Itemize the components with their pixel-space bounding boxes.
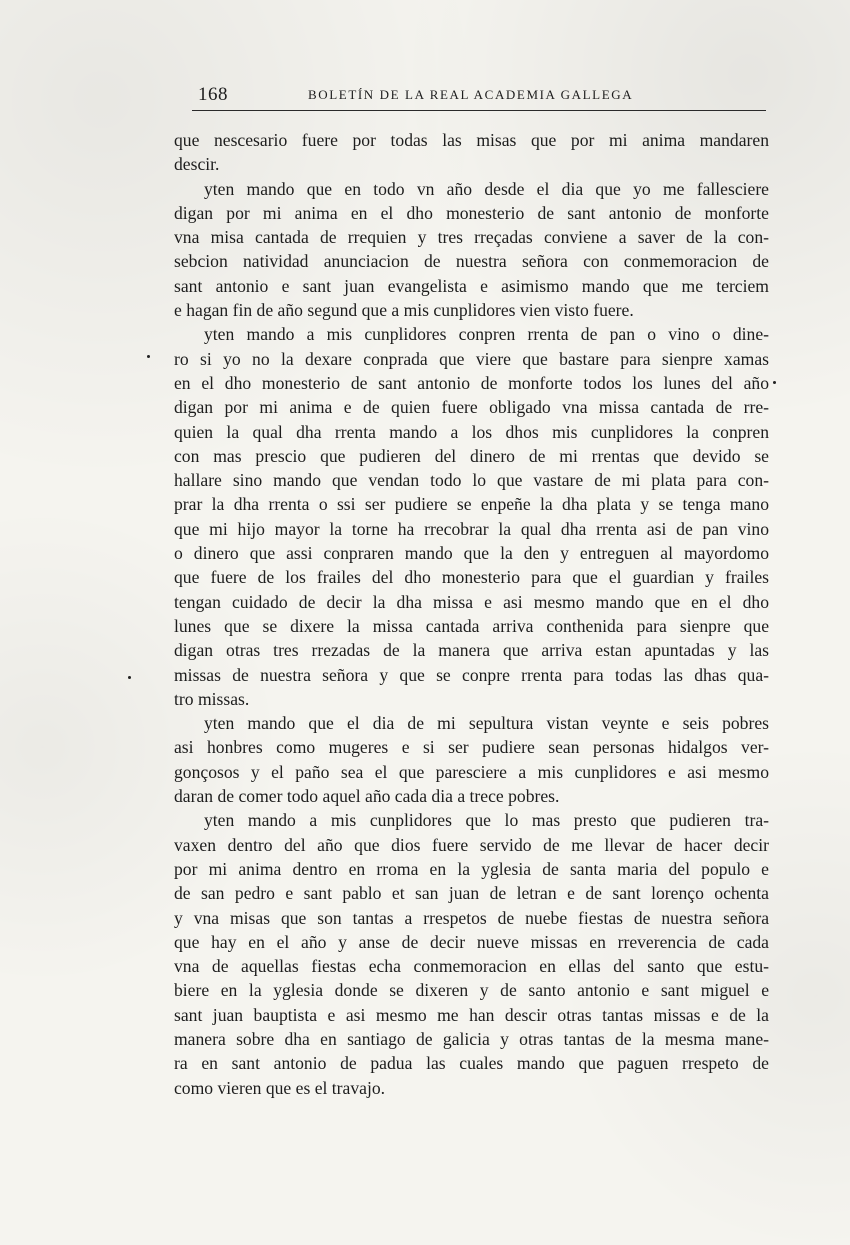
- page-number: 168: [198, 84, 228, 105]
- text-line: de san pedro e sant pablo et san juan de letran e de sant lorenço ochenta: [174, 883, 769, 904]
- text-line: manera sobre dha en santiago de galicia y otras tantas de la mesma mane-: [174, 1028, 769, 1049]
- text-line: yten mando que en todo vn año desde el dia que yo me fallesciere: [204, 178, 769, 199]
- text-line: en el dho monesterio de sant antonio de monforte todos los lunes del año: [174, 372, 769, 393]
- text-line: prar la dha rrenta o ssi ser pudiere se enpeñe la dha plata y se tenga mano: [174, 494, 769, 515]
- page-header: [198, 84, 766, 108]
- text-line: y vna misas que son tantas a rrespetos de nuebe fiestas de nuestra señora: [174, 907, 769, 928]
- text-line: tengan cuidado de decir la dha missa e asi mesmo mando que en el dho: [174, 591, 769, 612]
- text-line: ra en sant antonio de padua las cuales mando que paguen rrespeto de: [174, 1053, 769, 1074]
- text-line: vaxen dentro del año que dios fuere servido de me llevar de hacer decir: [174, 834, 769, 855]
- text-line: yten mando a mis cunplidores que lo mas presto que pudieren tra-: [204, 810, 769, 831]
- text-line: con mas prescio que pudieren del dinero de mi rrentas que devido se: [174, 445, 769, 466]
- text-line: que hay en el año y anse de decir nueve missas en rreverencia de cada: [174, 931, 769, 952]
- text-line: digan por mi anima e de quien fuere obligado vna missa cantada de rre-: [174, 397, 769, 418]
- text-line: e hagan fin de año segund que a mis cunplidores vien visto fuere.: [174, 300, 634, 321]
- text-line: digan por mi anima en el dho monesterio de sant antonio de monforte: [174, 202, 769, 223]
- text-line: daran de comer todo aquel año cada dia a trece pobres.: [174, 786, 560, 807]
- body-text: [174, 128, 769, 1100]
- text-line: digan otras tres rrezadas de la manera que arriva estan apuntadas y las: [174, 640, 769, 661]
- text-line: tro missas.: [174, 688, 250, 709]
- running-head: BOLETÍN DE LA REAL ACADEMIA GALLEGA: [308, 87, 634, 102]
- text-line: sant juan bauptista e asi mesmo me han descir otras tantas missas e de la: [174, 1004, 769, 1025]
- text-line: sebcion natividad anunciacion de nuestra señora con conmemoracion de: [174, 251, 769, 272]
- margin-speck: [128, 676, 131, 679]
- text-line: hallare sino mando que vendan todo lo que vastare de mi plata para con-: [174, 470, 769, 491]
- text-line: asi honbres como mugeres e si ser pudiere sean personas hidalgos ver-: [174, 737, 769, 758]
- text-line: lunes que se dixere la missa cantada arriva conthenida para sienpre que: [174, 615, 769, 636]
- text-line: missas de nuestra señora y que se conpre rrenta para todas las dhas qua-: [174, 664, 769, 685]
- text-line: vna de aquellas fiestas echa conmemoracion en ellas del santo que estu-: [174, 956, 769, 977]
- text-line: ro si yo no la dexare conprada que viere que bastare para sienpre xamas: [174, 348, 769, 369]
- text-line: que mi hijo mayor la torne ha rrecobrar la qual dha rrenta asi de pan vino: [174, 518, 769, 539]
- text-line: o dinero que assi conpraren mando que la den y entreguen al mayordomo: [174, 543, 769, 564]
- text-line: gonçosos y el paño sea el que paresciere a mis cunplidores e asi mesmo: [174, 761, 769, 782]
- text-line: yten mando que el dia de mi sepultura vistan veynte e seis pobres: [204, 713, 769, 734]
- text-line: sant antonio e sant juan evangelista e asimismo mando que me terciem: [174, 275, 769, 296]
- margin-speck: [773, 381, 776, 384]
- text-line: como vieren que es el travajo.: [174, 1077, 386, 1098]
- margin-speck: [147, 355, 150, 358]
- text-line: biere en la yglesia donde se dixeren y de santo antonio e sant miguel e: [174, 980, 769, 1001]
- text-line: por mi anima dentro en rroma en la yglesia de santa maria del populo e: [174, 858, 769, 879]
- text-line: vna misa cantada de rrequien y tres rreçadas conviene a saver de la con-: [174, 227, 769, 248]
- text-line: quien la qual dha rrenta mando a los dhos mis cunplidores la conpren: [174, 421, 769, 442]
- text-line: yten mando a mis cunplidores conpren rrenta de pan o vino o dine-: [204, 324, 769, 345]
- text-line: que nescesario fuere por todas las misas que por mi anima mandaren: [174, 130, 769, 150]
- text-line: que fuere de los frailes del dho monesterio para que el guardian y frailes: [174, 567, 769, 588]
- text-line: descir.: [174, 154, 220, 175]
- header-rule: [192, 110, 766, 111]
